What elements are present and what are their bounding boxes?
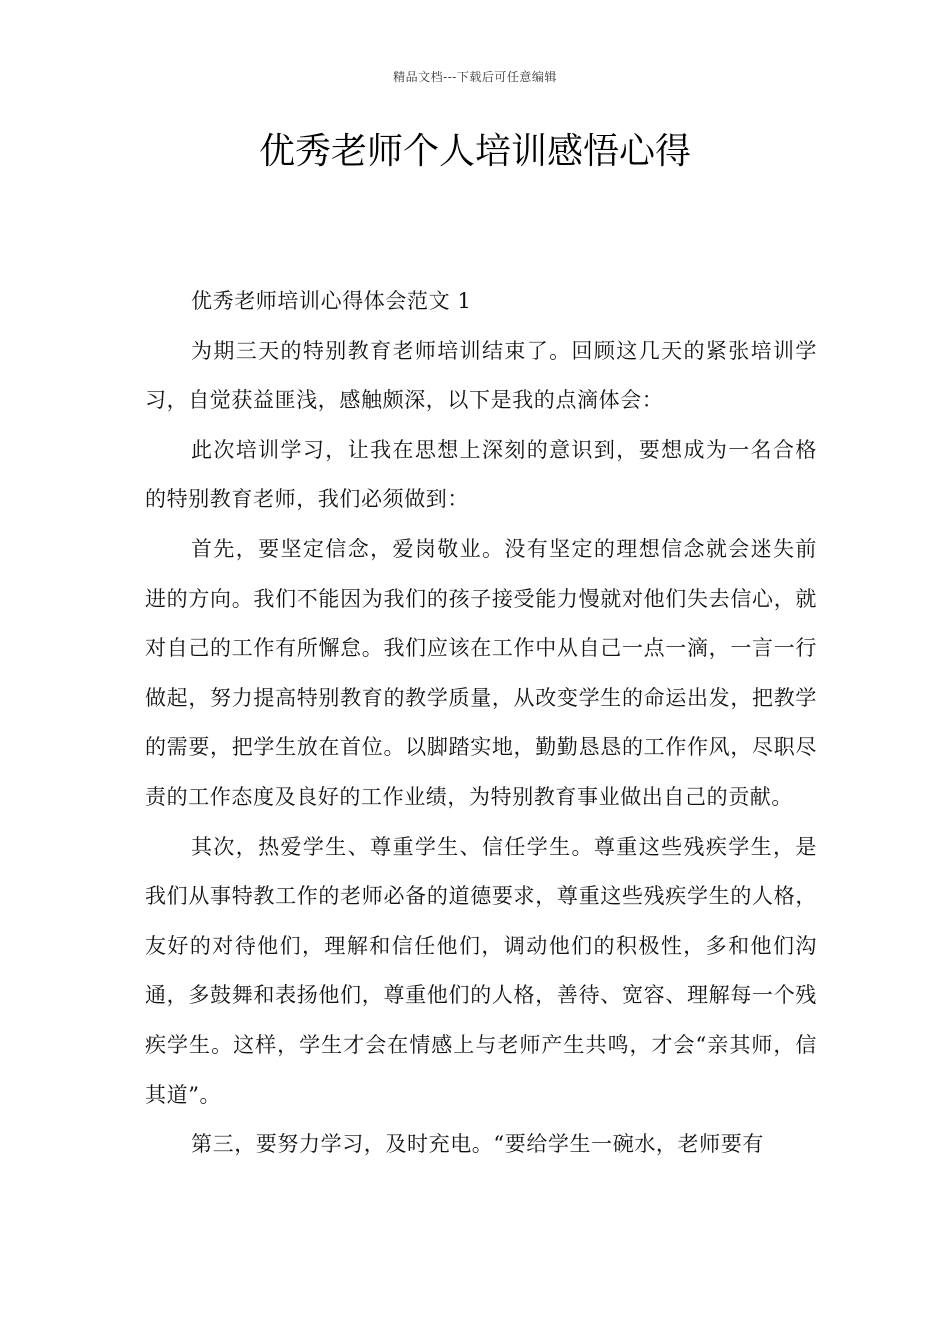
document-body (145, 277, 817, 1170)
paragraph: 首先，要坚定信念，爱岗敬业。没有坚定的理想信念就会迷失前进的方向。我们不能因为我们的孩子接受能力慢就对他们失去信心，就对自己的工作有所懈怠。我们应该在工作中从自己一点一滴，一言一行做起，努力提高特别教育的教学质量，从改变学生的命运出发，把教学的需要，把学生放在首位。以脚踏实地，勤勤恳恳的工作作风，尽职尽责的工作态度及良好的工作业绩，为特别教育事业做出自己的贡献。 (145, 536, 817, 809)
paragraph: 为期三天的特别教育老师培训结束了。回顾这几天的紧张培训学习，自觉获益匪浅，感触颇深，以下是我的点滴体会： (145, 338, 817, 413)
document-title: 优秀老师个人培训感悟心得 (258, 131, 691, 172)
header-note: 精品文档---下载后可任意编辑 (393, 70, 557, 84)
paragraph: 此次培训学习，让我在思想上深刻的意识到，要想成为一名合格的特别教育老师，我们必须做到： (145, 437, 817, 512)
paragraph: 其次，热爱学生、尊重学生、信任学生。尊重这些残疾学生，是我们从事特教工作的老师必备的道德要求，尊重这些残疾学生的人格，友好的对待他们，理解和信任他们，调动他们的积极性，多和他们沟通，多鼓舞和表扬他们，尊重他们的人格，善待、宽容、理解每一个残疾学生。这样，学生才会在情感上与老师产生共鸣，才会“亲其师，信其道”。 (145, 834, 817, 1107)
paragraph: 第三，要努力学习，及时充电。“要给学生一碗水，老师要有 (191, 1132, 764, 1157)
paragraph-subtitle: 优秀老师培训心得体会范文 1 (191, 289, 472, 313)
